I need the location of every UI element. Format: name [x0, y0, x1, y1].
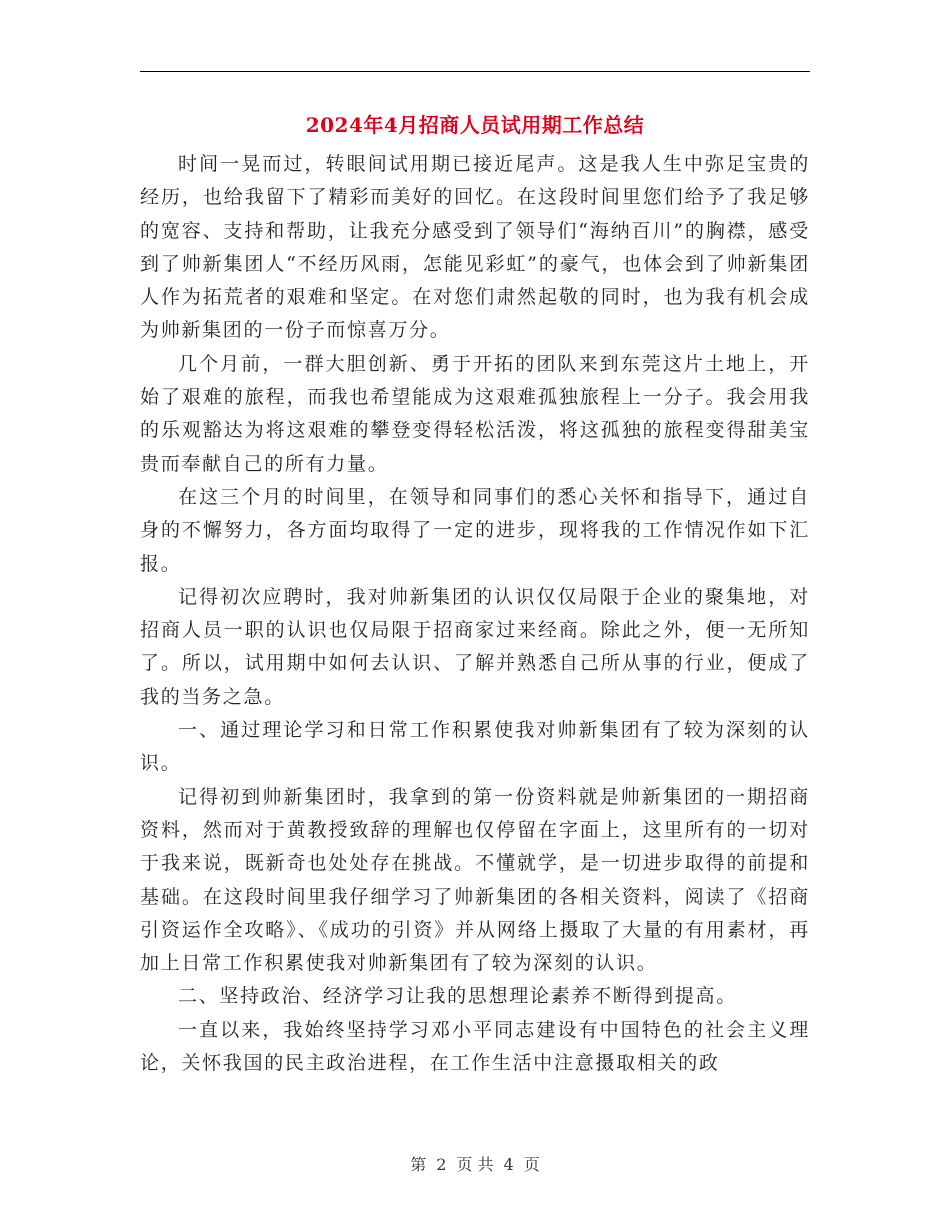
page-number-footer	[0, 1152, 950, 1178]
paragraph-6: 一直以来，我始终坚持学习邓小平同志建设有中国特色的社会主义理论，关怀我国的民主政治进程，在工作生活中注意摄取相关的政	[140, 1018, 810, 1075]
document-body	[140, 148, 810, 1080]
paragraph-5: 记得初到帅新集团时，我拿到的第一份资料就是帅新集团的一期招商资料，然而对于黄教授致辞的理解也仅停留在字面上，这里所有的一切对于我来说，既新奇也处处存在挑战。不懂就学，是一切进步取得的前提和基础。在这段时间里我仔细学习了帅新集团的各相关资料，阅读了《招商引资运作全攻略》、《成功的引资》并从网络上摄取了大量的有用素材，再加上日常工作积累使我对帅新集团有了较为深刻的认识。	[140, 785, 810, 975]
footer-middle: 页 共	[456, 1155, 494, 1174]
paragraph-1: 时间一晃而过，转眼间试用期已接近尾声。这是我人生中弥足宝贵的经历，也给我留下了精彩而美好的回忆。在这段时间里您们给予了我足够的宽容、支持和帮助，让我充分感受到了领导们“海纳百川”的胸襟，感受到了帅新集团人“不经历风雨，怎能见彩虹”的豪气，也体会到了帅新集团人作为拓荒者的艰难和坚定。在对您们肃然起敬的同时，也为我有机会成为帅新集团的一份子而惊喜万分。	[140, 153, 810, 342]
section-heading-1: 一、通过理论学习和日常工作积累使我对帅新集团有了较为深刻的认识。	[140, 719, 810, 775]
footer-current-page: 2	[436, 1155, 447, 1174]
footer-suffix: 页	[523, 1155, 540, 1174]
section-heading-2: 二、坚持政治、经济学习让我的思想理论素养不断得到提高。	[178, 985, 737, 1008]
header-rule	[140, 71, 810, 72]
paragraph-4: 记得初次应聘时，我对帅新集团的认识仅仅局限于企业的聚集地，对招商人员一职的认识也仅局限于招商家过来经商。除此之外，便一无所知了。所以，试用期中如何去认识、了解并熟悉自己所从事的行业，便成了我的当务之急。	[140, 585, 810, 708]
footer-total-pages: 4	[503, 1155, 514, 1174]
paragraph-2: 几个月前，一群大胆创新、勇于开拓的团队来到东莞这片土地上，开始了艰难的旅程，而我也希望能成为这艰难孤独旅程上一分子。我会用我的乐观豁达为将这艰难的攀登变得轻松活泼，将这孤独的旅程变得甜美宝贵而奉献自己的所有力量。	[140, 352, 810, 475]
document-title: 2024年4月招商人员试用期工作总结	[305, 113, 645, 137]
paragraph-3: 在这三个月的时间里，在领导和同事们的悉心关怀和指导下，通过自身的不懈努力，各方面均取得了一定的进步，现将我的工作情况作如下汇报。	[140, 485, 810, 575]
footer-prefix: 第	[410, 1155, 427, 1174]
